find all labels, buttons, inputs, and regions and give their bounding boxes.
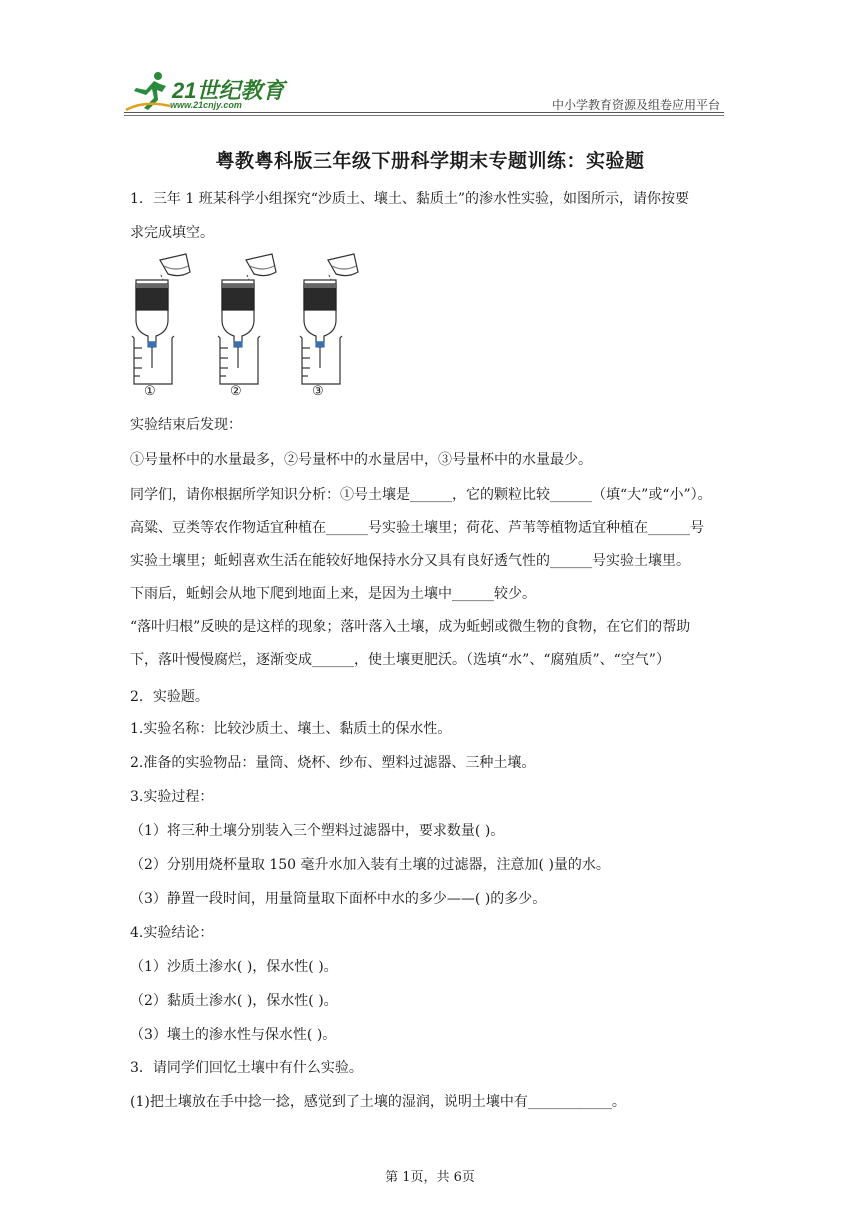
logo-url: www.21cnjy.com <box>170 100 242 110</box>
filter-apparatus-diagram <box>124 250 364 402</box>
q1-analysis-line-5: “落叶归根”反映的是这样的现象；落叶落入土壤，成为蚯蚓或微生物的食物，在它们的帮助 <box>130 619 691 635</box>
q2-line-8: （1）沙质土渗水( )，保水性( )。 <box>130 959 338 975</box>
q2-line-4: （1）将三种土壤分别装入三个塑料过滤器中，要求数量( )。 <box>130 823 505 839</box>
page-header <box>124 64 724 116</box>
q2-line-5: （2）分别用烧杯量取 150 毫升水加入装有土壤的过滤器，注意加( )量的水。 <box>130 857 610 873</box>
q2-line-1: 1.实验名称：比较沙质土、壤土、黏质土的保水性。 <box>130 721 452 737</box>
q3-line-1: (1)把土壤放在手中捻一捻，感觉到了土壤的湿润，说明土壤中有____________。 <box>130 1094 626 1110</box>
q1-intro-line-2: 求完成填空。 <box>130 225 214 241</box>
q2-line-2: 2.准备的实验物品：量筒、烧杯、纱布、塑料过滤器、三种土壤。 <box>130 755 536 771</box>
q1-analysis-line-1: 同学们，请你根据所学知识分析：①号土壤是______，它的颗粒比较______（填“大”或“小”）。 <box>130 487 712 503</box>
q1-analysis-line-4: 下雨后，蚯蚓会从地下爬到地面上来，是因为土壤中______较少。 <box>130 586 536 602</box>
q1-analysis-line-2: 高粱、豆类等农作物适宜种植在______号实验土壤里；荷花、芦苇等植物适宜种植在______号 <box>130 520 704 536</box>
logo-text: 21世纪教育 <box>172 78 285 103</box>
q1-result-intro: 实验结束后发现： <box>130 417 242 433</box>
q2-line-9: （2）黏质土渗水( )，保水性( )。 <box>130 993 338 1009</box>
header-divider <box>124 112 724 113</box>
q1-analysis-line-6: 下，落叶慢慢腐烂，逐渐变成______，使土壤更肥沃。（选填“水”、“腐殖质”、“空气”） <box>130 652 670 668</box>
q2-line-3: 3.实验过程： <box>130 789 214 805</box>
platform-label: 中小学教育资源及组卷应用平台 <box>551 98 720 112</box>
figure-label-2: ② <box>230 384 242 399</box>
figure-label-1: ① <box>144 384 156 399</box>
q3-heading: 3．请同学们回忆土壤中有什么实验。 <box>130 1060 363 1076</box>
q2-heading: 2．实验题。 <box>130 689 209 705</box>
q1-intro-line-1: 1．三年 1 班某科学小组探究“沙质土、壤土、黏质土”的渗水性实验，如图所示，请你按要 <box>130 191 690 207</box>
figure-label-3: ③ <box>312 384 324 399</box>
q2-line-6: （3）静置一段时间，用量筒量取下面杯中水的多少——( )的多少。 <box>130 891 547 907</box>
soil-experiment-figure <box>124 250 364 402</box>
q1-analysis-line-3: 实验土壤里；蚯蚓喜欢生活在能较好地保持水分又具有良好透气性的______号实验土壤里。 <box>130 553 690 569</box>
q2-line-10: （3）壤土的渗水性与保水性( )。 <box>130 1027 337 1043</box>
runner-logo-icon <box>124 70 174 114</box>
header-divider-thin <box>124 115 724 116</box>
q2-line-7: 4.实验结论： <box>130 925 214 941</box>
q1-result-line: ①号量杯中的水量最多，②号量杯中的水量居中，③号量杯中的水量最少。 <box>130 452 592 468</box>
page-footer: 第 1页，共 6页 <box>385 1170 475 1185</box>
page-title: 粤教粤科版三年级下册科学期末专题训练：实验题 <box>215 150 645 172</box>
logo <box>124 70 294 114</box>
